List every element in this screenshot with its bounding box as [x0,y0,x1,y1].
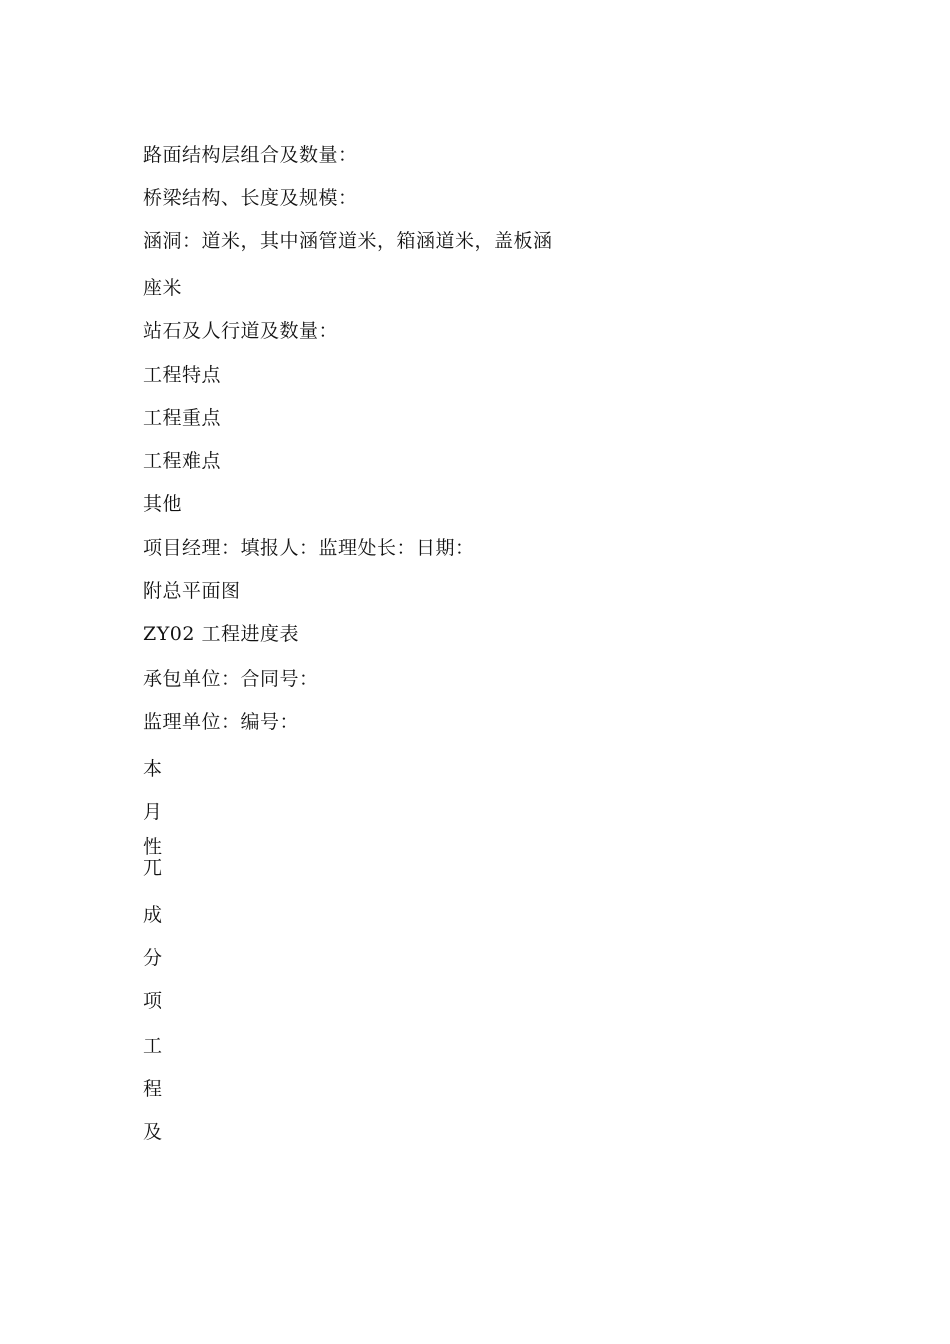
vertical-char: 及 [143,1121,163,1143]
vertical-char: 兀 [143,857,163,879]
culvert-count-line: 座米 [143,277,183,299]
vertical-char: 月 [143,801,163,823]
project-difficulties-line: 工程难点 [143,450,222,472]
vertical-char: 工 [143,1035,163,1057]
vertical-char: 程 [143,1078,163,1100]
project-features-line: 工程特点 [143,364,222,386]
vertical-char: 分 [143,947,163,969]
project-key-points-line: 工程重点 [143,407,222,429]
culvert-line: 涵洞：道米，其中涵管道米，箱涵道米，盖板涵 [143,230,553,252]
pavement-structure-line: 路面结构层组合及数量： [143,144,358,166]
signatures-line: 项目经理：填报人：监理处长：日期： [143,537,475,559]
other-line: 其他 [143,493,183,515]
vertical-char: 性 [143,836,163,858]
site-plan-line: 附总平面图 [143,580,241,602]
vertical-char: 本 [143,758,163,780]
curb-sidewalk-line: 站石及人行道及数量： [143,320,339,342]
progress-table-title: ZY02 工程进度表 [143,623,299,645]
contractor-line: 承包单位：合同号： [143,668,319,690]
vertical-char: 项 [143,990,163,1012]
bridge-structure-line: 桥梁结构、长度及规模： [143,187,358,209]
supervisor-line: 监理单位：编号： [143,711,300,733]
vertical-char: 成 [143,904,163,926]
